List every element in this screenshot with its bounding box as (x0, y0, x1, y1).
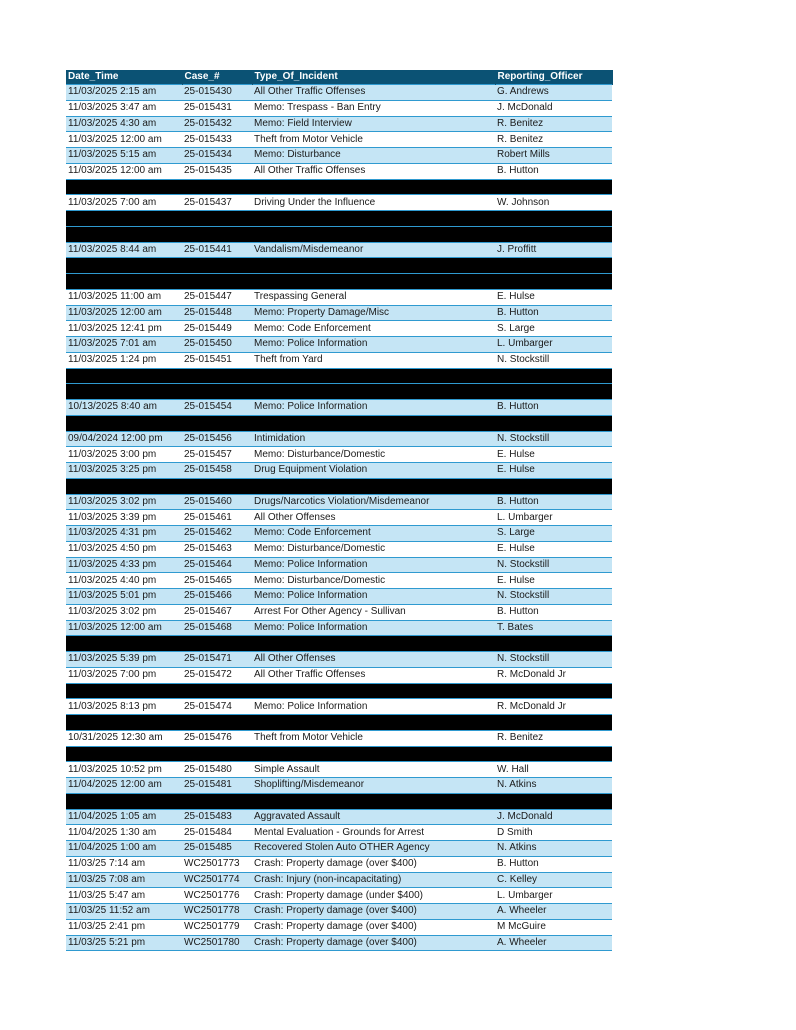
cell-date-time: 11/03/2025 3:02 pm (66, 604, 182, 620)
cell-date-time: 11/03/2025 12:41 pm (66, 321, 182, 337)
redacted-cell (495, 746, 612, 762)
col-header-incident-type[interactable]: Type_Of_Incident (252, 70, 495, 85)
cell-date-time: 11/04/2025 1:05 am (66, 809, 182, 825)
cell-incident-type: Memo: Code Enforcement (252, 526, 495, 542)
cell-reporting-officer: A. Wheeler (495, 935, 612, 951)
redacted-cell (495, 211, 612, 227)
table-row[interactable] (66, 825, 612, 841)
table-row[interactable] (66, 510, 612, 526)
cell-case-number: 25-015474 (182, 699, 252, 715)
cell-reporting-officer: E. Hulse (495, 463, 612, 479)
cell-reporting-officer: B. Hutton (495, 400, 612, 416)
redacted-cell (252, 636, 495, 652)
table-row[interactable] (66, 321, 612, 337)
cell-case-number: 25-015471 (182, 652, 252, 668)
redacted-cell (252, 415, 495, 431)
table-row[interactable] (66, 289, 612, 305)
cell-case-number: 25-015448 (182, 305, 252, 321)
table-row[interactable] (66, 526, 612, 542)
cell-reporting-officer: J. McDonald (495, 100, 612, 116)
redacted-cell (495, 258, 612, 274)
cell-incident-type: Memo: Disturbance/Domestic (252, 447, 495, 463)
cell-case-number: 25-015462 (182, 526, 252, 542)
cell-date-time: 11/03/2025 10:52 pm (66, 762, 182, 778)
table-row[interactable] (66, 935, 612, 951)
table-row[interactable] (66, 337, 612, 353)
redacted-cell (66, 211, 182, 227)
cell-reporting-officer: D Smith (495, 825, 612, 841)
cell-reporting-officer: C. Kelley (495, 872, 612, 888)
cell-case-number: 25-015430 (182, 85, 252, 101)
cell-reporting-officer: L. Umbarger (495, 510, 612, 526)
redacted-cell (66, 368, 182, 384)
cell-incident-type: Memo: Police Information (252, 699, 495, 715)
cell-incident-type: Memo: Disturbance/Domestic (252, 541, 495, 557)
cell-case-number: 25-015449 (182, 321, 252, 337)
cell-incident-type: Drugs/Narcotics Violation/Misdemeanor (252, 494, 495, 510)
table-row[interactable] (66, 841, 612, 857)
table-row[interactable] (66, 195, 612, 211)
redacted-row (66, 258, 612, 274)
redacted-cell (252, 793, 495, 809)
cell-case-number: 25-015468 (182, 620, 252, 636)
table-row[interactable] (66, 116, 612, 132)
cell-case-number: 25-015485 (182, 841, 252, 857)
redacted-cell (252, 179, 495, 195)
table-row[interactable] (66, 352, 612, 368)
cell-date-time: 11/03/2025 7:01 am (66, 337, 182, 353)
cell-reporting-officer: S. Large (495, 526, 612, 542)
cell-case-number: 25-015431 (182, 100, 252, 116)
cell-date-time: 11/03/25 11:52 am (66, 904, 182, 920)
cell-reporting-officer: E. Hulse (495, 447, 612, 463)
cell-reporting-officer: L. Umbarger (495, 888, 612, 904)
redacted-cell (495, 478, 612, 494)
redacted-cell (495, 415, 612, 431)
cell-incident-type: All Other Traffic Offenses (252, 85, 495, 101)
cell-case-number: 25-015466 (182, 589, 252, 605)
cell-case-number: 25-015465 (182, 573, 252, 589)
redacted-cell (182, 793, 252, 809)
cell-case-number: 25-015435 (182, 163, 252, 179)
redacted-cell (495, 384, 612, 400)
cell-reporting-officer: B. Hutton (495, 604, 612, 620)
cell-incident-type: All Other Traffic Offenses (252, 667, 495, 683)
redacted-cell (182, 746, 252, 762)
cell-reporting-officer: N. Stockstill (495, 352, 612, 368)
redacted-cell (66, 746, 182, 762)
cell-date-time: 11/03/2025 12:00 am (66, 305, 182, 321)
cell-case-number: 25-015434 (182, 148, 252, 164)
cell-reporting-officer: R. McDonald Jr (495, 699, 612, 715)
cell-incident-type: Theft from Motor Vehicle (252, 730, 495, 746)
redacted-cell (66, 636, 182, 652)
cell-case-number: 25-015450 (182, 337, 252, 353)
redacted-row (66, 211, 612, 227)
cell-case-number: 25-015437 (182, 195, 252, 211)
redacted-cell (252, 683, 495, 699)
cell-reporting-officer: M McGuire (495, 919, 612, 935)
cell-case-number: 25-015457 (182, 447, 252, 463)
cell-date-time: 11/03/2025 8:13 pm (66, 699, 182, 715)
redacted-cell (252, 368, 495, 384)
cell-date-time: 11/03/2025 4:30 am (66, 116, 182, 132)
cell-case-number: WC2501774 (182, 872, 252, 888)
cell-case-number: 25-015472 (182, 667, 252, 683)
cell-reporting-officer: N. Atkins (495, 778, 612, 794)
cell-reporting-officer: W. Hall (495, 762, 612, 778)
table-row[interactable] (66, 699, 612, 715)
cell-date-time: 11/03/2025 4:33 pm (66, 557, 182, 573)
redacted-cell (252, 715, 495, 731)
redacted-cell (66, 274, 182, 290)
cell-incident-type: Crash: Property damage (over $400) (252, 935, 495, 951)
cell-incident-type: Memo: Police Information (252, 337, 495, 353)
redacted-cell (66, 384, 182, 400)
cell-incident-type: Simple Assault (252, 762, 495, 778)
redacted-cell (252, 746, 495, 762)
cell-date-time: 11/03/25 2:41 pm (66, 919, 182, 935)
cell-incident-type: Theft from Yard (252, 352, 495, 368)
redacted-row (66, 368, 612, 384)
redacted-row (66, 683, 612, 699)
redacted-cell (66, 793, 182, 809)
redacted-cell (252, 258, 495, 274)
cell-incident-type: All Other Offenses (252, 510, 495, 526)
cell-incident-type: Crash: Property damage (under $400) (252, 888, 495, 904)
redacted-cell (66, 179, 182, 195)
cell-reporting-officer: L. Umbarger (495, 337, 612, 353)
table-row[interactable] (66, 305, 612, 321)
redacted-cell (495, 715, 612, 731)
table-row[interactable] (66, 652, 612, 668)
cell-reporting-officer: E. Hulse (495, 573, 612, 589)
cell-date-time: 11/03/2025 7:00 pm (66, 667, 182, 683)
table-row[interactable] (66, 447, 612, 463)
redacted-cell (495, 683, 612, 699)
cell-date-time: 09/04/2024 12:00 pm (66, 431, 182, 447)
cell-date-time: 11/03/2025 12:00 am (66, 163, 182, 179)
cell-reporting-officer: J. Proffitt (495, 242, 612, 258)
redacted-cell (66, 478, 182, 494)
redacted-cell (66, 715, 182, 731)
redacted-cell (495, 793, 612, 809)
incident-log-table (66, 70, 613, 951)
cell-date-time: 11/03/2025 4:50 pm (66, 541, 182, 557)
cell-reporting-officer: S. Large (495, 321, 612, 337)
table-row[interactable] (66, 400, 612, 416)
cell-date-time: 11/03/2025 3:47 am (66, 100, 182, 116)
cell-incident-type: Crash: Property damage (over $400) (252, 856, 495, 872)
cell-date-time: 11/03/25 7:08 am (66, 872, 182, 888)
cell-case-number: 25-015484 (182, 825, 252, 841)
table-row[interactable] (66, 730, 612, 746)
cell-incident-type: Memo: Police Information (252, 400, 495, 416)
cell-incident-type: Memo: Police Information (252, 620, 495, 636)
table-row[interactable] (66, 494, 612, 510)
redacted-cell (182, 179, 252, 195)
table-row[interactable] (66, 778, 612, 794)
cell-incident-type: Memo: Field Interview (252, 116, 495, 132)
cell-reporting-officer: Robert Mills (495, 148, 612, 164)
table-row[interactable] (66, 620, 612, 636)
redacted-cell (66, 683, 182, 699)
cell-reporting-officer: R. McDonald Jr (495, 667, 612, 683)
table-row[interactable] (66, 888, 612, 904)
table-row[interactable] (66, 856, 612, 872)
table-row[interactable] (66, 163, 612, 179)
table-row[interactable] (66, 557, 612, 573)
cell-incident-type: Memo: Disturbance/Domestic (252, 573, 495, 589)
cell-incident-type: Crash: Injury (non-incapacitating) (252, 872, 495, 888)
cell-incident-type: Crash: Property damage (over $400) (252, 919, 495, 935)
cell-reporting-officer: B. Hutton (495, 494, 612, 510)
cell-date-time: 11/04/2025 1:30 am (66, 825, 182, 841)
cell-case-number: 25-015483 (182, 809, 252, 825)
redacted-cell (252, 211, 495, 227)
cell-reporting-officer: B. Hutton (495, 305, 612, 321)
table-row[interactable] (66, 762, 612, 778)
cell-incident-type: All Other Traffic Offenses (252, 163, 495, 179)
cell-incident-type: Shoplifting/Misdemeanor (252, 778, 495, 794)
cell-date-time: 11/03/2025 2:15 am (66, 85, 182, 101)
cell-date-time: 11/03/2025 3:02 pm (66, 494, 182, 510)
col-header-date-time[interactable]: Date_Time (66, 70, 182, 85)
cell-date-time: 11/03/2025 4:40 pm (66, 573, 182, 589)
redacted-cell (182, 715, 252, 731)
cell-date-time: 10/13/2025 8:40 am (66, 400, 182, 416)
cell-case-number: WC2501779 (182, 919, 252, 935)
cell-incident-type: Memo: Police Information (252, 557, 495, 573)
table-row[interactable] (66, 573, 612, 589)
redacted-cell (252, 384, 495, 400)
redacted-row (66, 478, 612, 494)
cell-case-number: 25-015451 (182, 352, 252, 368)
redacted-cell (495, 179, 612, 195)
redacted-cell (495, 226, 612, 242)
table-row[interactable] (66, 85, 612, 101)
table-row[interactable] (66, 148, 612, 164)
cell-incident-type: Recovered Stolen Auto OTHER Agency (252, 841, 495, 857)
cell-reporting-officer: B. Hutton (495, 163, 612, 179)
redacted-row (66, 715, 612, 731)
cell-date-time: 11/03/2025 11:00 am (66, 289, 182, 305)
cell-case-number: 25-015476 (182, 730, 252, 746)
cell-case-number: 25-015454 (182, 400, 252, 416)
cell-incident-type: Driving Under the Influence (252, 195, 495, 211)
cell-case-number: 25-015460 (182, 494, 252, 510)
redacted-row (66, 226, 612, 242)
table-row[interactable] (66, 667, 612, 683)
cell-date-time: 11/03/2025 12:00 am (66, 620, 182, 636)
table-row[interactable] (66, 904, 612, 920)
cell-case-number: 25-015480 (182, 762, 252, 778)
redacted-cell (495, 636, 612, 652)
redacted-row (66, 274, 612, 290)
cell-date-time: 11/03/2025 5:01 pm (66, 589, 182, 605)
cell-case-number: WC2501776 (182, 888, 252, 904)
cell-reporting-officer: E. Hulse (495, 289, 612, 305)
redacted-row (66, 384, 612, 400)
cell-incident-type: Crash: Property damage (over $400) (252, 904, 495, 920)
cell-date-time: 11/03/2025 5:15 am (66, 148, 182, 164)
table-row[interactable] (66, 809, 612, 825)
redacted-cell (495, 274, 612, 290)
redacted-cell (252, 478, 495, 494)
cell-reporting-officer: J. McDonald (495, 809, 612, 825)
cell-case-number: WC2501780 (182, 935, 252, 951)
cell-date-time: 11/03/2025 8:44 am (66, 242, 182, 258)
cell-reporting-officer: B. Hutton (495, 856, 612, 872)
cell-case-number: 25-015458 (182, 463, 252, 479)
redacted-cell (182, 636, 252, 652)
table-row[interactable] (66, 100, 612, 116)
cell-reporting-officer: N. Stockstill (495, 652, 612, 668)
redacted-cell (182, 683, 252, 699)
header-row (66, 70, 612, 85)
cell-date-time: 11/03/2025 3:39 pm (66, 510, 182, 526)
redacted-cell (182, 384, 252, 400)
table-row[interactable] (66, 242, 612, 258)
cell-case-number: 25-015481 (182, 778, 252, 794)
cell-reporting-officer: W. Johnson (495, 195, 612, 211)
cell-date-time: 11/03/2025 4:31 pm (66, 526, 182, 542)
cell-incident-type: Memo: Police Information (252, 589, 495, 605)
table-row[interactable] (66, 463, 612, 479)
cell-reporting-officer: R. Benitez (495, 730, 612, 746)
cell-case-number: 25-015433 (182, 132, 252, 148)
cell-reporting-officer: N. Stockstill (495, 557, 612, 573)
cell-date-time: 10/31/2025 12:30 am (66, 730, 182, 746)
cell-case-number: 25-015464 (182, 557, 252, 573)
redacted-row (66, 746, 612, 762)
redacted-cell (252, 226, 495, 242)
redacted-cell (495, 368, 612, 384)
cell-date-time: 11/03/2025 3:25 pm (66, 463, 182, 479)
redacted-cell (182, 368, 252, 384)
cell-date-time: 11/03/25 5:47 am (66, 888, 182, 904)
cell-date-time: 11/04/2025 1:00 am (66, 841, 182, 857)
redacted-cell (182, 415, 252, 431)
cell-date-time: 11/03/2025 1:24 pm (66, 352, 182, 368)
redacted-cell (182, 258, 252, 274)
redacted-cell (252, 274, 495, 290)
cell-incident-type: Arrest For Other Agency - Sullivan (252, 604, 495, 620)
cell-case-number: 25-015432 (182, 116, 252, 132)
cell-reporting-officer: N. Stockstill (495, 431, 612, 447)
table-row[interactable] (66, 919, 612, 935)
redacted-cell (66, 226, 182, 242)
cell-incident-type: All Other Offenses (252, 652, 495, 668)
cell-reporting-officer: A. Wheeler (495, 904, 612, 920)
table-row[interactable] (66, 132, 612, 148)
cell-incident-type: Memo: Trespass - Ban Entry (252, 100, 495, 116)
cell-case-number: WC2501773 (182, 856, 252, 872)
cell-incident-type: Mental Evaluation - Grounds for Arrest (252, 825, 495, 841)
cell-date-time: 11/03/25 7:14 am (66, 856, 182, 872)
cell-case-number: 25-015447 (182, 289, 252, 305)
table-row[interactable] (66, 541, 612, 557)
redacted-cell (182, 211, 252, 227)
cell-date-time: 11/03/2025 7:00 am (66, 195, 182, 211)
cell-case-number: WC2501778 (182, 904, 252, 920)
cell-case-number: 25-015467 (182, 604, 252, 620)
cell-incident-type: Theft from Motor Vehicle (252, 132, 495, 148)
table-row[interactable] (66, 431, 612, 447)
cell-incident-type: Memo: Property Damage/Misc (252, 305, 495, 321)
cell-incident-type: Trespassing General (252, 289, 495, 305)
cell-date-time: 11/04/2025 12:00 am (66, 778, 182, 794)
cell-date-time: 11/03/2025 5:39 pm (66, 652, 182, 668)
col-header-reporting-officer[interactable]: Reporting_Officer (495, 70, 612, 85)
redacted-cell (66, 258, 182, 274)
redacted-row (66, 415, 612, 431)
cell-reporting-officer: T. Bates (495, 620, 612, 636)
cell-reporting-officer: N. Atkins (495, 841, 612, 857)
table-row[interactable] (66, 872, 612, 888)
redacted-cell (182, 478, 252, 494)
cell-case-number: 25-015463 (182, 541, 252, 557)
cell-incident-type: Intimidation (252, 431, 495, 447)
table-row[interactable] (66, 604, 612, 620)
redacted-cell (182, 274, 252, 290)
cell-reporting-officer: R. Benitez (495, 132, 612, 148)
cell-case-number: 25-015441 (182, 242, 252, 258)
redacted-cell (182, 226, 252, 242)
cell-incident-type: Drug Equipment Violation (252, 463, 495, 479)
cell-incident-type: Memo: Disturbance (252, 148, 495, 164)
redacted-cell (66, 415, 182, 431)
cell-incident-type: Memo: Code Enforcement (252, 321, 495, 337)
cell-date-time: 11/03/25 5:21 pm (66, 935, 182, 951)
redacted-row (66, 636, 612, 652)
cell-reporting-officer: N. Stockstill (495, 589, 612, 605)
cell-date-time: 11/03/2025 12:00 am (66, 132, 182, 148)
cell-incident-type: Aggravated Assault (252, 809, 495, 825)
col-header-case-number[interactable]: Case_# (182, 70, 252, 85)
cell-case-number: 25-015461 (182, 510, 252, 526)
redacted-row (66, 793, 612, 809)
cell-incident-type: Vandalism/Misdemeanor (252, 242, 495, 258)
cell-date-time: 11/03/2025 3:00 pm (66, 447, 182, 463)
cell-reporting-officer: G. Andrews (495, 85, 612, 101)
redacted-row (66, 179, 612, 195)
table-row[interactable] (66, 589, 612, 605)
cell-case-number: 25-015456 (182, 431, 252, 447)
cell-reporting-officer: E. Hulse (495, 541, 612, 557)
cell-reporting-officer: R. Benitez (495, 116, 612, 132)
